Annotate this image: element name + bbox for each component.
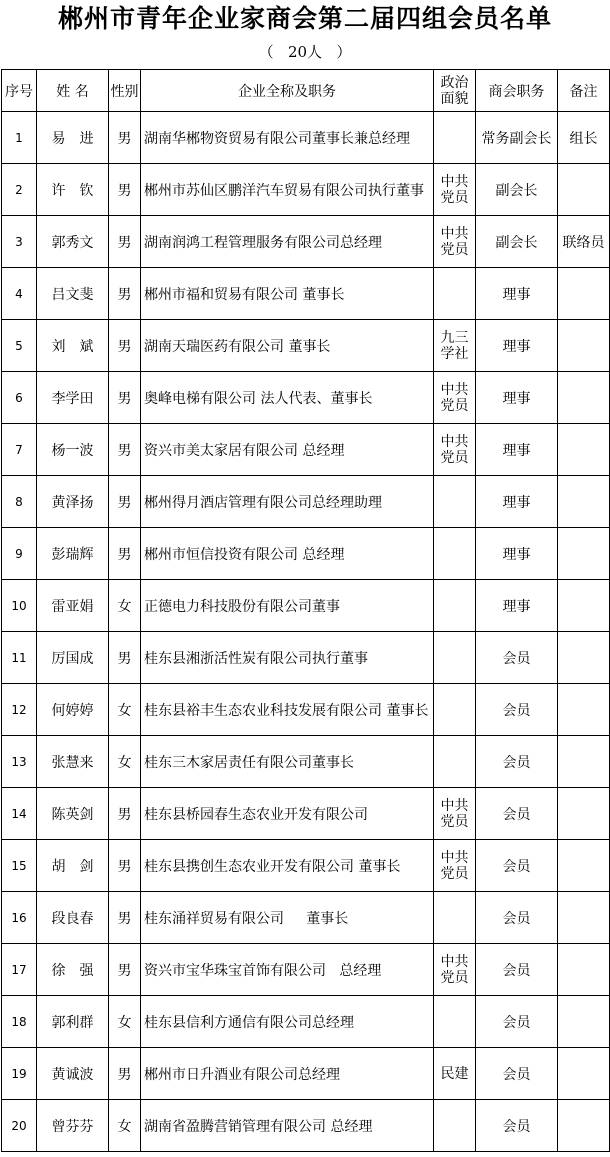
cell-name: 何婷婷 <box>37 684 109 736</box>
cell-company: 桂东县桥园春生态农业开发有限公司 <box>141 788 434 840</box>
table-row <box>2 892 610 944</box>
cell-company: 桂东涌祥贸易有限公司 董事长 <box>141 892 434 944</box>
header-company: 企业全称及职务 <box>141 70 434 112</box>
political-line: 中共 <box>440 953 469 970</box>
table-row <box>2 580 610 632</box>
cell-index: 9 <box>2 528 37 580</box>
cell-political <box>434 788 476 840</box>
table-row <box>2 112 610 164</box>
cell-gender: 男 <box>109 788 141 840</box>
cell-political <box>434 840 476 892</box>
cell-role: 理事 <box>476 580 558 632</box>
political-line: 九三 <box>440 329 469 346</box>
cell-note <box>558 424 610 476</box>
cell-role: 理事 <box>476 528 558 580</box>
cell-gender: 男 <box>109 320 141 372</box>
cell-note <box>558 944 610 996</box>
cell-note: 联络员 <box>558 216 610 268</box>
header-political-line1: 政治 <box>440 74 469 91</box>
cell-political <box>434 164 476 216</box>
political-line: 党员 <box>440 189 469 206</box>
political-line: 党员 <box>440 449 469 466</box>
cell-name: 胡 剑 <box>37 840 109 892</box>
cell-company: 正德电力科技股份有限公司董事 <box>141 580 434 632</box>
table-row <box>2 684 610 736</box>
header-index: 序号 <box>2 70 37 112</box>
table-row <box>2 424 610 476</box>
cell-index: 19 <box>2 1048 37 1100</box>
political-line: 党员 <box>440 865 469 882</box>
table-row <box>2 1100 610 1152</box>
political-line: 党员 <box>440 241 469 258</box>
political-line: 中共 <box>440 797 469 814</box>
cell-political <box>434 580 476 632</box>
cell-company: 桂东县信利方通信有限公司总经理 <box>141 996 434 1048</box>
table-row <box>2 736 610 788</box>
cell-company: 湖南天瑞医药有限公司 董事长 <box>141 320 434 372</box>
cell-role: 会员 <box>476 736 558 788</box>
cell-index: 4 <box>2 268 37 320</box>
cell-gender: 女 <box>109 684 141 736</box>
cell-gender: 男 <box>109 632 141 684</box>
table-row <box>2 840 610 892</box>
header-gender: 性别 <box>109 70 141 112</box>
cell-name: 许 钦 <box>37 164 109 216</box>
cell-company: 奥峰电梯有限公司 法人代表、董事长 <box>141 372 434 424</box>
cell-role: 会员 <box>476 840 558 892</box>
cell-company: 桂东县裕丰生态农业科技发展有限公司 董事长 <box>141 684 434 736</box>
cell-political <box>434 1048 476 1100</box>
political-line: 党员 <box>440 813 469 830</box>
table-row <box>2 996 610 1048</box>
cell-note <box>558 736 610 788</box>
cell-name: 张慧来 <box>37 736 109 788</box>
cell-company: 湖南华郴物资贸易有限公司董事长兼总经理 <box>141 112 434 164</box>
cell-gender: 男 <box>109 372 141 424</box>
cell-index: 10 <box>2 580 37 632</box>
cell-name: 徐 强 <box>37 944 109 996</box>
cell-index: 11 <box>2 632 37 684</box>
cell-index: 6 <box>2 372 37 424</box>
cell-political <box>434 320 476 372</box>
cell-political <box>434 528 476 580</box>
cell-note <box>558 684 610 736</box>
cell-role: 会员 <box>476 632 558 684</box>
political-line: 中共 <box>440 225 469 242</box>
cell-note: 组长 <box>558 112 610 164</box>
cell-political <box>434 372 476 424</box>
cell-note <box>558 528 610 580</box>
cell-role: 副会长 <box>476 216 558 268</box>
cell-company: 桂东县携创生态农业开发有限公司 董事长 <box>141 840 434 892</box>
cell-company: 桂东三木家居责任有限公司董事长 <box>141 736 434 788</box>
cell-role: 副会长 <box>476 164 558 216</box>
cell-political <box>434 684 476 736</box>
cell-gender: 女 <box>109 736 141 788</box>
table-row <box>2 632 610 684</box>
cell-political <box>434 632 476 684</box>
political-line: 中共 <box>440 173 469 190</box>
cell-role: 会员 <box>476 944 558 996</box>
cell-company: 资兴市美太家居有限公司 总经理 <box>141 424 434 476</box>
cell-name: 段良春 <box>37 892 109 944</box>
cell-name: 吕文斐 <box>37 268 109 320</box>
cell-name: 郭秀文 <box>37 216 109 268</box>
cell-role: 会员 <box>476 684 558 736</box>
table-row <box>2 164 610 216</box>
cell-gender: 男 <box>109 164 141 216</box>
political-line: 中共 <box>440 381 469 398</box>
cell-political <box>434 944 476 996</box>
table-row <box>2 788 610 840</box>
cell-role: 理事 <box>476 424 558 476</box>
member-count: （ 20人 ） <box>258 43 352 61</box>
header-name: 姓 名 <box>37 70 109 112</box>
cell-note <box>558 1048 610 1100</box>
cell-gender: 男 <box>109 268 141 320</box>
political-line: 党员 <box>440 969 469 986</box>
cell-note <box>558 320 610 372</box>
cell-name: 杨一波 <box>37 424 109 476</box>
cell-company: 湖南省盈腾营销管理有限公司 总经理 <box>141 1100 434 1152</box>
cell-role: 会员 <box>476 996 558 1048</box>
cell-gender: 男 <box>109 944 141 996</box>
cell-role: 理事 <box>476 476 558 528</box>
cell-index: 17 <box>2 944 37 996</box>
cell-gender: 男 <box>109 1048 141 1100</box>
table-body <box>2 112 610 1152</box>
cell-index: 5 <box>2 320 37 372</box>
cell-index: 1 <box>2 112 37 164</box>
cell-name: 雷亚娟 <box>37 580 109 632</box>
cell-gender: 女 <box>109 1100 141 1152</box>
cell-political <box>434 268 476 320</box>
cell-company: 郴州市福和贸易有限公司 董事长 <box>141 268 434 320</box>
cell-gender: 女 <box>109 580 141 632</box>
cell-gender: 男 <box>109 840 141 892</box>
cell-company: 资兴市宝华珠宝首饰有限公司 总经理 <box>141 944 434 996</box>
table-row <box>2 528 610 580</box>
cell-gender: 男 <box>109 476 141 528</box>
header-political <box>434 70 476 112</box>
member-roster-table <box>1 69 610 1152</box>
cell-role: 理事 <box>476 320 558 372</box>
cell-index: 13 <box>2 736 37 788</box>
cell-political <box>434 996 476 1048</box>
header-role: 商会职务 <box>476 70 558 112</box>
cell-index: 15 <box>2 840 37 892</box>
cell-index: 14 <box>2 788 37 840</box>
cell-political <box>434 112 476 164</box>
cell-political <box>434 736 476 788</box>
page-title: 郴州市青年企业家商会第二届四组会员名单 <box>57 4 552 33</box>
cell-political <box>434 424 476 476</box>
cell-role: 理事 <box>476 268 558 320</box>
cell-note <box>558 1100 610 1152</box>
table-row <box>2 320 610 372</box>
cell-role: 会员 <box>476 1100 558 1152</box>
cell-company: 郴州市日升酒业有限公司总经理 <box>141 1048 434 1100</box>
political-line: 中共 <box>440 433 469 450</box>
cell-name: 陈英剑 <box>37 788 109 840</box>
political-line: 学社 <box>440 345 469 362</box>
cell-index: 20 <box>2 1100 37 1152</box>
cell-name: 郭利群 <box>37 996 109 1048</box>
political-line: 党员 <box>440 397 469 414</box>
cell-name: 黄诚波 <box>37 1048 109 1100</box>
table-row <box>2 372 610 424</box>
cell-role: 会员 <box>476 892 558 944</box>
header-political-line2: 面貌 <box>440 90 469 107</box>
cell-note <box>558 372 610 424</box>
cell-note <box>558 476 610 528</box>
cell-note <box>558 580 610 632</box>
cell-name: 易 进 <box>37 112 109 164</box>
cell-gender: 男 <box>109 424 141 476</box>
cell-company: 郴州得月酒店管理有限公司总经理助理 <box>141 476 434 528</box>
political-line: 中共 <box>440 849 469 866</box>
cell-company: 郴州市苏仙区鹏洋汽车贸易有限公司执行董事 <box>141 164 434 216</box>
cell-role: 理事 <box>476 372 558 424</box>
cell-company: 桂东县湘浙活性炭有限公司执行董事 <box>141 632 434 684</box>
cell-role: 会员 <box>476 1048 558 1100</box>
cell-gender: 男 <box>109 216 141 268</box>
table-row <box>2 268 610 320</box>
cell-company: 郴州市恒信投资有限公司 总经理 <box>141 528 434 580</box>
cell-name: 彭瑞辉 <box>37 528 109 580</box>
cell-gender: 女 <box>109 996 141 1048</box>
cell-note <box>558 892 610 944</box>
cell-index: 16 <box>2 892 37 944</box>
cell-name: 李学田 <box>37 372 109 424</box>
cell-note <box>558 840 610 892</box>
cell-name: 刘 斌 <box>37 320 109 372</box>
cell-role: 会员 <box>476 788 558 840</box>
cell-index: 2 <box>2 164 37 216</box>
cell-index: 12 <box>2 684 37 736</box>
cell-index: 7 <box>2 424 37 476</box>
cell-note <box>558 788 610 840</box>
cell-gender: 男 <box>109 528 141 580</box>
header-note: 备注 <box>558 70 610 112</box>
cell-note <box>558 632 610 684</box>
table-row <box>2 1048 610 1100</box>
cell-note <box>558 268 610 320</box>
cell-index: 8 <box>2 476 37 528</box>
cell-company: 湖南润鸿工程管理服务有限公司总经理 <box>141 216 434 268</box>
cell-name: 曾芬芬 <box>37 1100 109 1152</box>
cell-political <box>434 1100 476 1152</box>
cell-note <box>558 996 610 1048</box>
cell-gender: 男 <box>109 112 141 164</box>
table-row <box>2 476 610 528</box>
cell-name: 黄泽扬 <box>37 476 109 528</box>
cell-gender: 男 <box>109 892 141 944</box>
cell-political <box>434 476 476 528</box>
cell-role: 常务副会长 <box>476 112 558 164</box>
table-header-row <box>2 70 610 112</box>
table-row <box>2 216 610 268</box>
cell-name: 厉国成 <box>37 632 109 684</box>
cell-index: 3 <box>2 216 37 268</box>
cell-political <box>434 892 476 944</box>
cell-index: 18 <box>2 996 37 1048</box>
table-row <box>2 944 610 996</box>
cell-political <box>434 216 476 268</box>
cell-note <box>558 164 610 216</box>
political-line: 民建 <box>440 1065 469 1082</box>
